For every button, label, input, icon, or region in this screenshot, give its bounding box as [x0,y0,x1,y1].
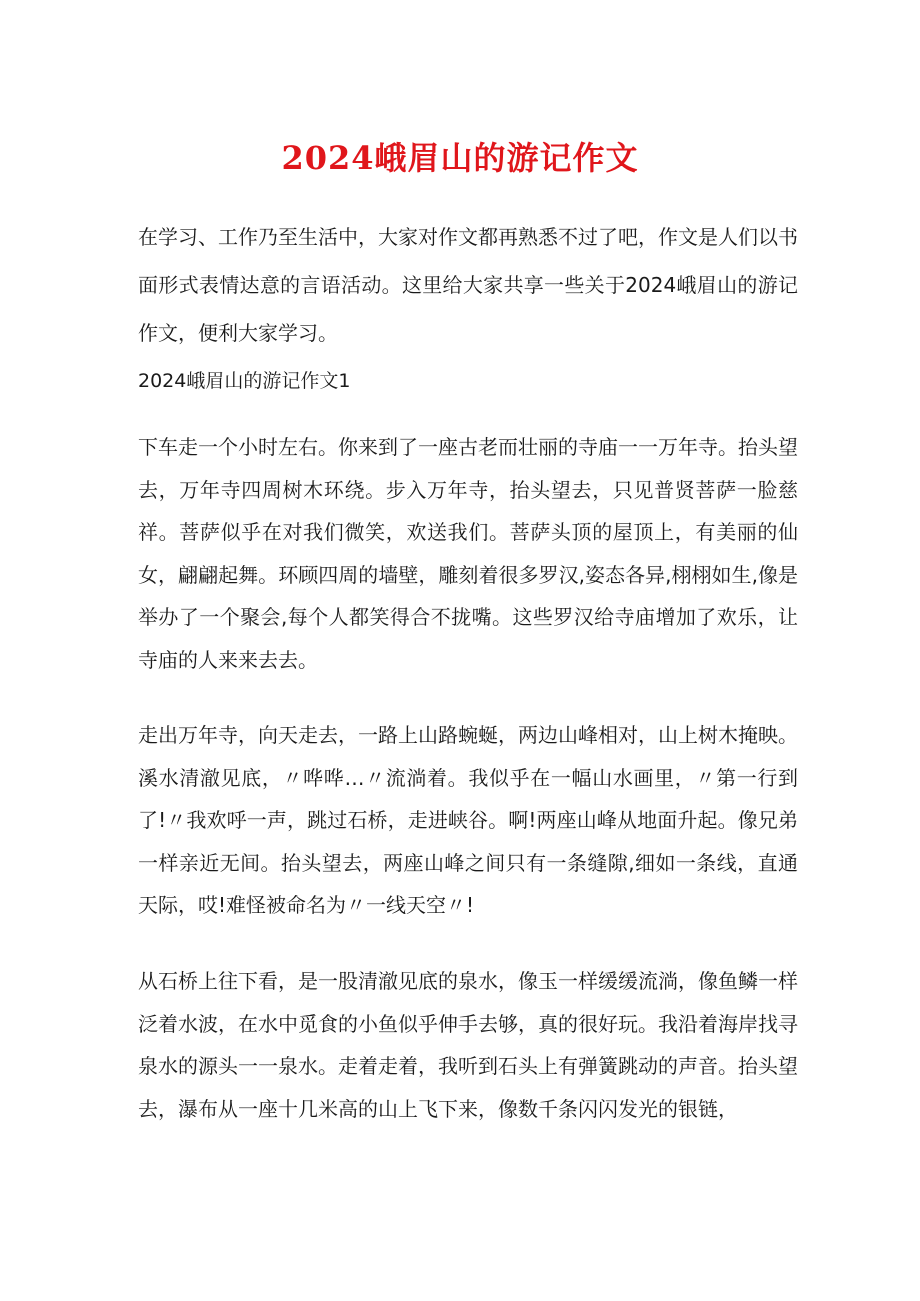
body-paragraph-3: 从石桥上往下看，是一股清澈见底的泉水，像玉一样缓缓流淌，像鱼鳞一样泛着水波，在水中觅食的小鱼似乎伸手去够，真的很好玩。我沿着海岸找寻泉水的源头一一泉水。走着走着，我听到石头上有弹簧跳动的声音。抬头望去，瀑布从一座十几米高的山上飞下来，像数千条闪闪发光的银链， [138,969,798,1121]
document-title: 2024峨眉山的游记作文 [281,139,639,177]
intro-paragraph: 在学习、工作乃至生活中，大家对作文都再熟悉不过了吧，作文是人们以书面形式表情达意的言语活动。这里给大家共享一些关于2024峨眉山的游记作文，便利大家学习。 [138,225,798,345]
section-subheading: 2024峨眉山的游记作文1 [138,370,351,392]
body-paragraph-1: 下车走一个小时左右。你来到了一座古老而壮丽的寺庙一一万年寺。抬头望去，万年寺四周树木环绕。步入万年寺，抬头望去，只见普贤菩萨一脸慈祥。菩萨似乎在对我们微笑，欢送我们。菩萨头顶的屋顶上，有美丽的仙女，翩翩起舞。环顾四周的墙壁，雕刻着很多罗汉,姿态各异,栩栩如生,像是举办了一个聚会,每个人都笑得合不拢嘴。这些罗汉给寺庙增加了欢乐，让寺庙的人来来去去。 [138,435,798,672]
body-paragraph-2: 走出万年寺，向天走去，一路上山路蜿蜒，两边山峰相对，山上树木掩映。溪水清澈见底，〃哗哗…〃流淌着。我似乎在一幅山水画里，〃第一行到了!〃我欢呼一声，跳过石桥，走进峡谷。啊!两座山峰从地面升起。像兄弟一样亲近无间。抬头望去，两座山峰之间只有一条缝隙,细如一条线，直通天际，哎!难怪被命名为〃一线天空〃! [138,723,798,917]
